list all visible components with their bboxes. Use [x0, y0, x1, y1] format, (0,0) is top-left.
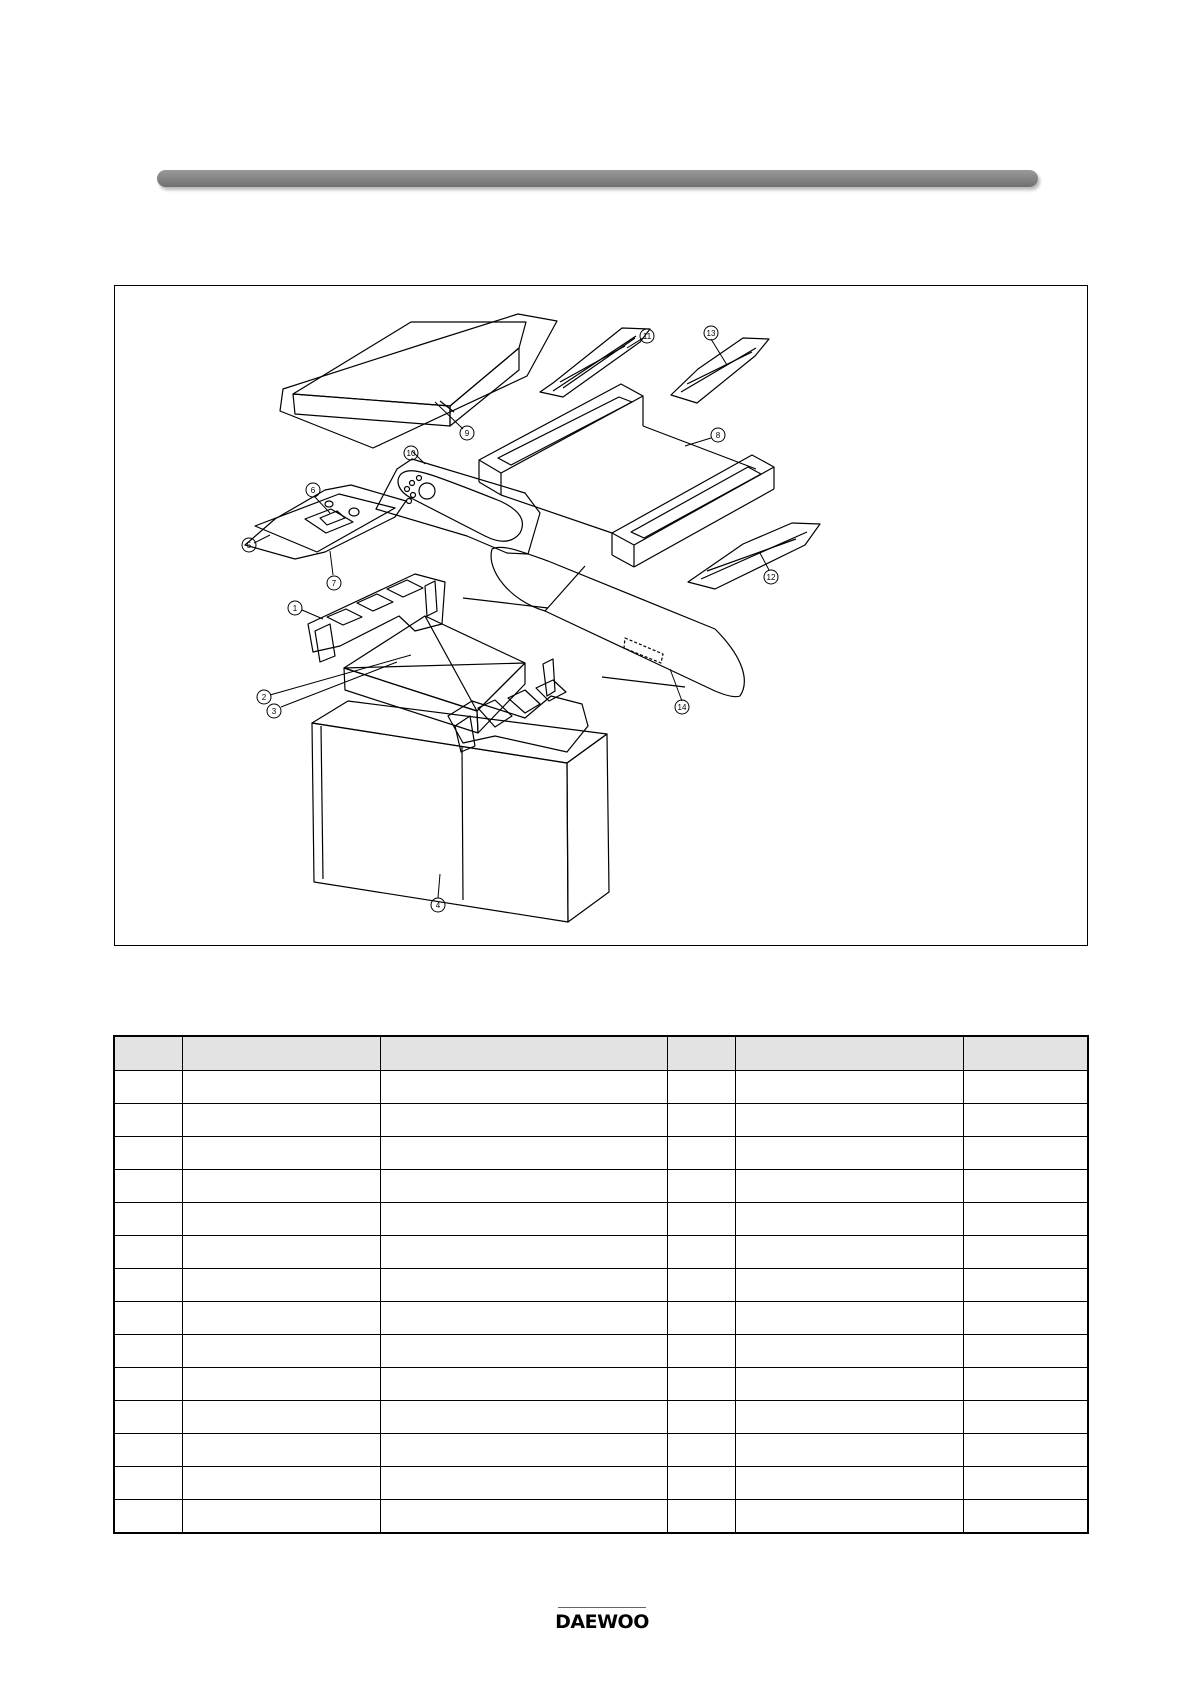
part-5-6-7-documents	[245, 485, 406, 559]
callout-9: 9	[464, 429, 470, 438]
table-cell	[735, 1170, 963, 1203]
table-row	[114, 1104, 1088, 1137]
table-cell	[114, 1401, 182, 1434]
table-cell	[667, 1170, 735, 1203]
table-cell	[667, 1203, 735, 1236]
part-10-remote-bag	[376, 459, 540, 554]
table-cell	[735, 1071, 963, 1104]
table-cell	[963, 1467, 1088, 1500]
table-cell	[735, 1467, 963, 1500]
table-cell	[182, 1401, 380, 1434]
table-cell	[182, 1302, 380, 1335]
callout-11: 11	[642, 332, 652, 341]
exploded-view-drawing	[115, 286, 1089, 947]
table-cell	[735, 1203, 963, 1236]
callout-10: 10	[406, 449, 416, 458]
part-13-corner-pad	[671, 338, 769, 403]
table-cell	[667, 1401, 735, 1434]
table-cell	[380, 1137, 667, 1170]
table-cell	[182, 1500, 380, 1534]
table-cell	[667, 1236, 735, 1269]
table-header-cell	[114, 1036, 182, 1071]
table-cell	[380, 1401, 667, 1434]
brand-logo	[552, 1607, 652, 1637]
table-cell	[735, 1302, 963, 1335]
table-cell	[114, 1467, 182, 1500]
callout-4: 4	[435, 901, 441, 910]
table-cell	[380, 1302, 667, 1335]
table-cell	[735, 1236, 963, 1269]
table-cell	[114, 1137, 182, 1170]
callout-13: 13	[706, 329, 716, 338]
table-row	[114, 1335, 1088, 1368]
table-cell	[735, 1335, 963, 1368]
part-11-corner-pad	[540, 328, 650, 397]
table-row	[114, 1500, 1088, 1534]
table-cell	[182, 1269, 380, 1302]
table-cell	[963, 1500, 1088, 1534]
logo-text: DAEWOO	[555, 1611, 649, 1633]
callout-8: 8	[715, 431, 721, 440]
table-cell	[963, 1137, 1088, 1170]
table-cell	[182, 1170, 380, 1203]
table-header-row	[114, 1036, 1088, 1071]
callout-2: 2	[261, 693, 267, 702]
table-cell	[735, 1401, 963, 1434]
table-cell	[963, 1401, 1088, 1434]
table-cell	[114, 1203, 182, 1236]
table-cell	[963, 1368, 1088, 1401]
section-header-bar	[157, 170, 1038, 187]
table-cell	[963, 1170, 1088, 1203]
table-header-cell	[963, 1036, 1088, 1071]
table-row	[114, 1269, 1088, 1302]
part-12-corner-pad	[688, 523, 820, 589]
table-cell	[380, 1368, 667, 1401]
table-cell	[380, 1335, 667, 1368]
part-9-top-cushion	[280, 314, 557, 448]
table-cell	[735, 1137, 963, 1170]
table-cell	[380, 1434, 667, 1467]
table-row	[114, 1434, 1088, 1467]
table-cell	[182, 1467, 380, 1500]
table-cell	[963, 1071, 1088, 1104]
table-cell	[182, 1335, 380, 1368]
part-1-cushion	[308, 574, 588, 752]
callout-6: 6	[310, 486, 316, 495]
table-cell	[114, 1104, 182, 1137]
table-row	[114, 1071, 1088, 1104]
table-cell	[667, 1500, 735, 1534]
table-cell	[114, 1170, 182, 1203]
table-cell	[114, 1236, 182, 1269]
table-header-cell	[380, 1036, 667, 1071]
part-2-3-tv-set	[344, 616, 525, 733]
table-cell	[667, 1104, 735, 1137]
table-cell	[667, 1467, 735, 1500]
table-cell	[735, 1500, 963, 1534]
table-cell	[735, 1104, 963, 1137]
table-row	[114, 1137, 1088, 1170]
table-header-cell	[182, 1036, 380, 1071]
table-cell	[182, 1368, 380, 1401]
table-cell	[114, 1302, 182, 1335]
table-cell	[667, 1137, 735, 1170]
packing-diagram	[114, 285, 1088, 946]
callout-5: 5	[246, 541, 252, 550]
table-header-cell	[735, 1036, 963, 1071]
table-cell	[114, 1368, 182, 1401]
table-cell	[735, 1368, 963, 1401]
table-cell	[380, 1500, 667, 1534]
callout-1: 1	[292, 604, 298, 613]
table-row	[114, 1236, 1088, 1269]
table-header-cell	[667, 1036, 735, 1071]
table-cell	[735, 1269, 963, 1302]
table-cell	[963, 1434, 1088, 1467]
table-cell	[182, 1137, 380, 1170]
table-cell	[114, 1071, 182, 1104]
table-cell	[380, 1236, 667, 1269]
callout-7: 7	[331, 579, 337, 588]
table-cell	[667, 1335, 735, 1368]
part-8-tray	[479, 384, 774, 567]
table-cell	[380, 1467, 667, 1500]
table-cell	[114, 1269, 182, 1302]
table-row	[114, 1302, 1088, 1335]
table-cell	[963, 1104, 1088, 1137]
table-cell	[114, 1434, 182, 1467]
callout-14: 14	[677, 703, 687, 712]
part-4-carton	[312, 701, 609, 922]
table-row	[114, 1368, 1088, 1401]
table-cell	[380, 1269, 667, 1302]
table-cell	[667, 1368, 735, 1401]
table-cell	[735, 1434, 963, 1467]
table-row	[114, 1203, 1088, 1236]
table-cell	[182, 1104, 380, 1137]
table-row	[114, 1170, 1088, 1203]
table-cell	[963, 1203, 1088, 1236]
table-cell	[114, 1335, 182, 1368]
part-14-poly-bag	[463, 547, 744, 696]
table-cell	[380, 1104, 667, 1137]
table-cell	[380, 1071, 667, 1104]
table-cell	[182, 1071, 380, 1104]
callout-12: 12	[766, 573, 776, 582]
table-cell	[963, 1236, 1088, 1269]
table-cell	[667, 1434, 735, 1467]
table-cell	[182, 1236, 380, 1269]
table-cell	[963, 1335, 1088, 1368]
parts-list-table	[113, 1035, 1089, 1534]
table-cell	[182, 1203, 380, 1236]
table-cell	[380, 1203, 667, 1236]
table-cell	[667, 1071, 735, 1104]
logo-rule	[558, 1607, 646, 1608]
callout-3: 3	[271, 707, 277, 716]
table-row	[114, 1401, 1088, 1434]
table-cell	[114, 1500, 182, 1534]
table-cell	[963, 1302, 1088, 1335]
table-cell	[667, 1302, 735, 1335]
table-cell	[667, 1269, 735, 1302]
table-cell	[963, 1269, 1088, 1302]
table-cell	[182, 1434, 380, 1467]
table-cell	[380, 1170, 667, 1203]
table-row	[114, 1467, 1088, 1500]
